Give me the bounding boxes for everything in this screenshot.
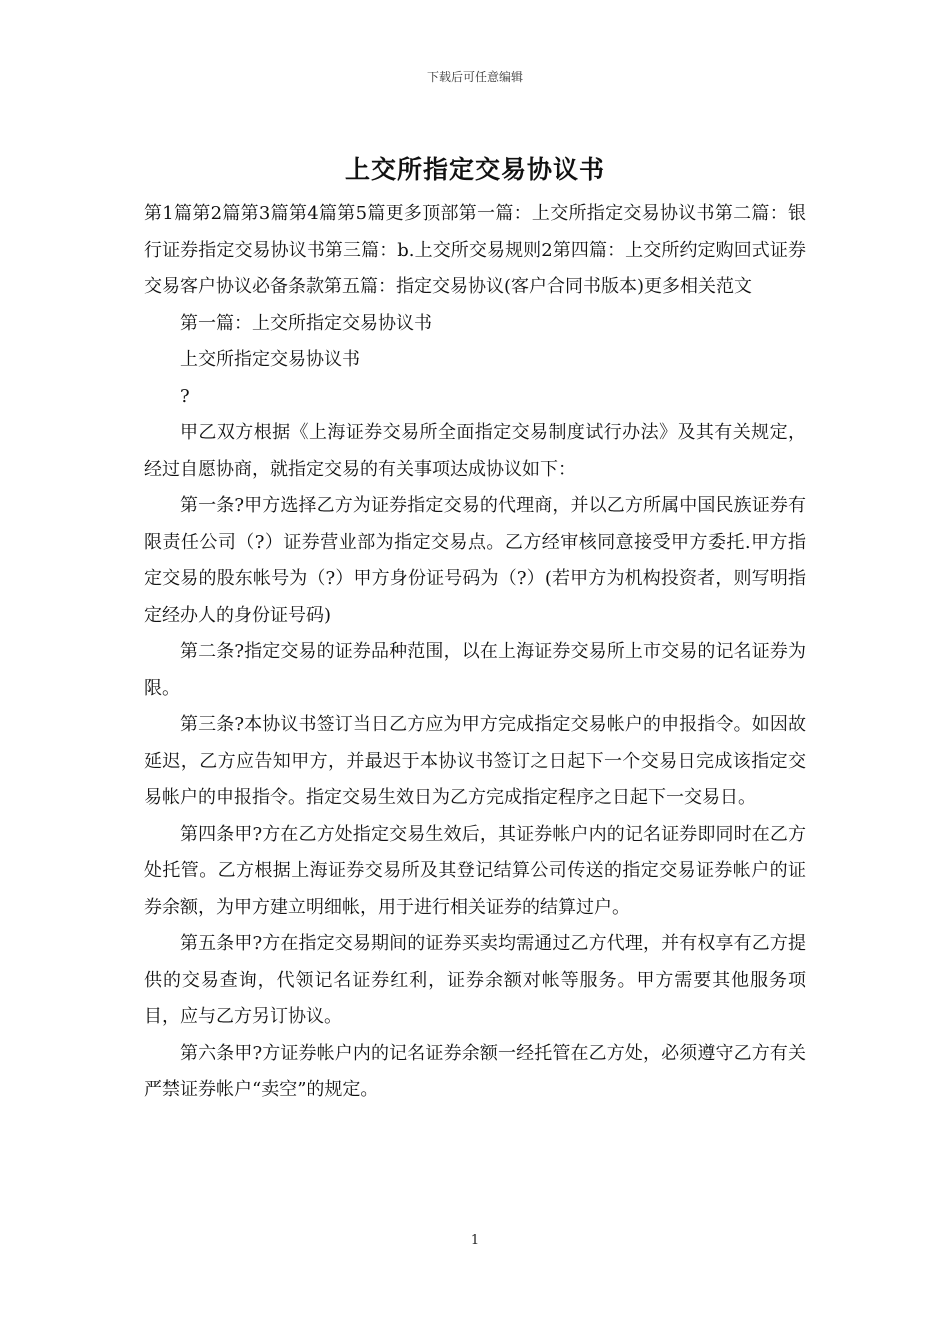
document-title: 上交所指定交易协议书 [344,155,605,184]
document-subtitle: 上交所指定交易协议书 [180,349,360,370]
placeholder-mark: ? [180,385,190,407]
document-body [144,196,806,1109]
article-5: 第五条甲?方在指定交易期间的证券买卖均需通过乙方代理，并有权享有乙方提供的交易查询，代领记名证券红利，证券余额对帐等服务。甲方需要其他服务项目，应与乙方另订协议。 [144,933,806,1027]
article-2: 第二条?指定交易的证券品种范围，以在上海证券交易所上市交易的记名证券为限。 [144,641,806,699]
header-note: 下载后可任意编辑 [426,70,523,84]
article-3: 第三条?本协议书签订当日乙方应为甲方完成指定交易帐户的申报指令。如因故延迟，乙方应告知甲方，并最迟于本协议书签订之日起下一个交易日完成该指定交易帐户的申报指令。指定交易生效日为乙方完成指定程序之日起下一交易日。 [144,714,806,808]
page-number: 1 [470,1233,480,1248]
article-1: 第一条?甲方选择乙方为证券指定交易的代理商，并以乙方所属中国民族证券有限责任公司（?）证券营业部为指定交易点。乙方经审核同意接受甲方委托.甲方指定交易的股东帐号为（?）甲方身份证号码为（?）(若甲方为机构投资者，则写明指定经办人的身份证号码) [144,495,806,626]
table-of-contents: 第1篇第2篇第3篇第4篇第5篇更多顶部第一篇：上交所指定交易协议书第二篇：银行证券指定交易协议书第三篇：b.上交所交易规则2第四篇：上交所约定购回式证券交易客户协议必备条款第五篇：指定交易协议(客户合同书版本)更多相关范文 [144,203,806,297]
article-6: 第六条甲?方证券帐户内的记名证券余额一经托管在乙方处，必须遵守乙方有关严禁证券帐户“卖空”的规定。 [144,1042,806,1100]
intro-paragraph: 甲乙双方根据《上海证券交易所全面指定交易制度试行办法》及其有关规定，经过自愿协商，就指定交易的有关事项达成协议如下： [144,422,806,480]
section-heading: 第一篇：上交所指定交易协议书 [180,312,432,334]
article-4: 第四条甲?方在乙方处指定交易生效后，其证券帐户内的记名证券即同时在乙方处托管。乙方根据上海证券交易所及其登记结算公司传送的指定交易证券帐户的证券余额，为甲方建立明细帐，用于进行相关证券的结算过户。 [144,823,806,918]
